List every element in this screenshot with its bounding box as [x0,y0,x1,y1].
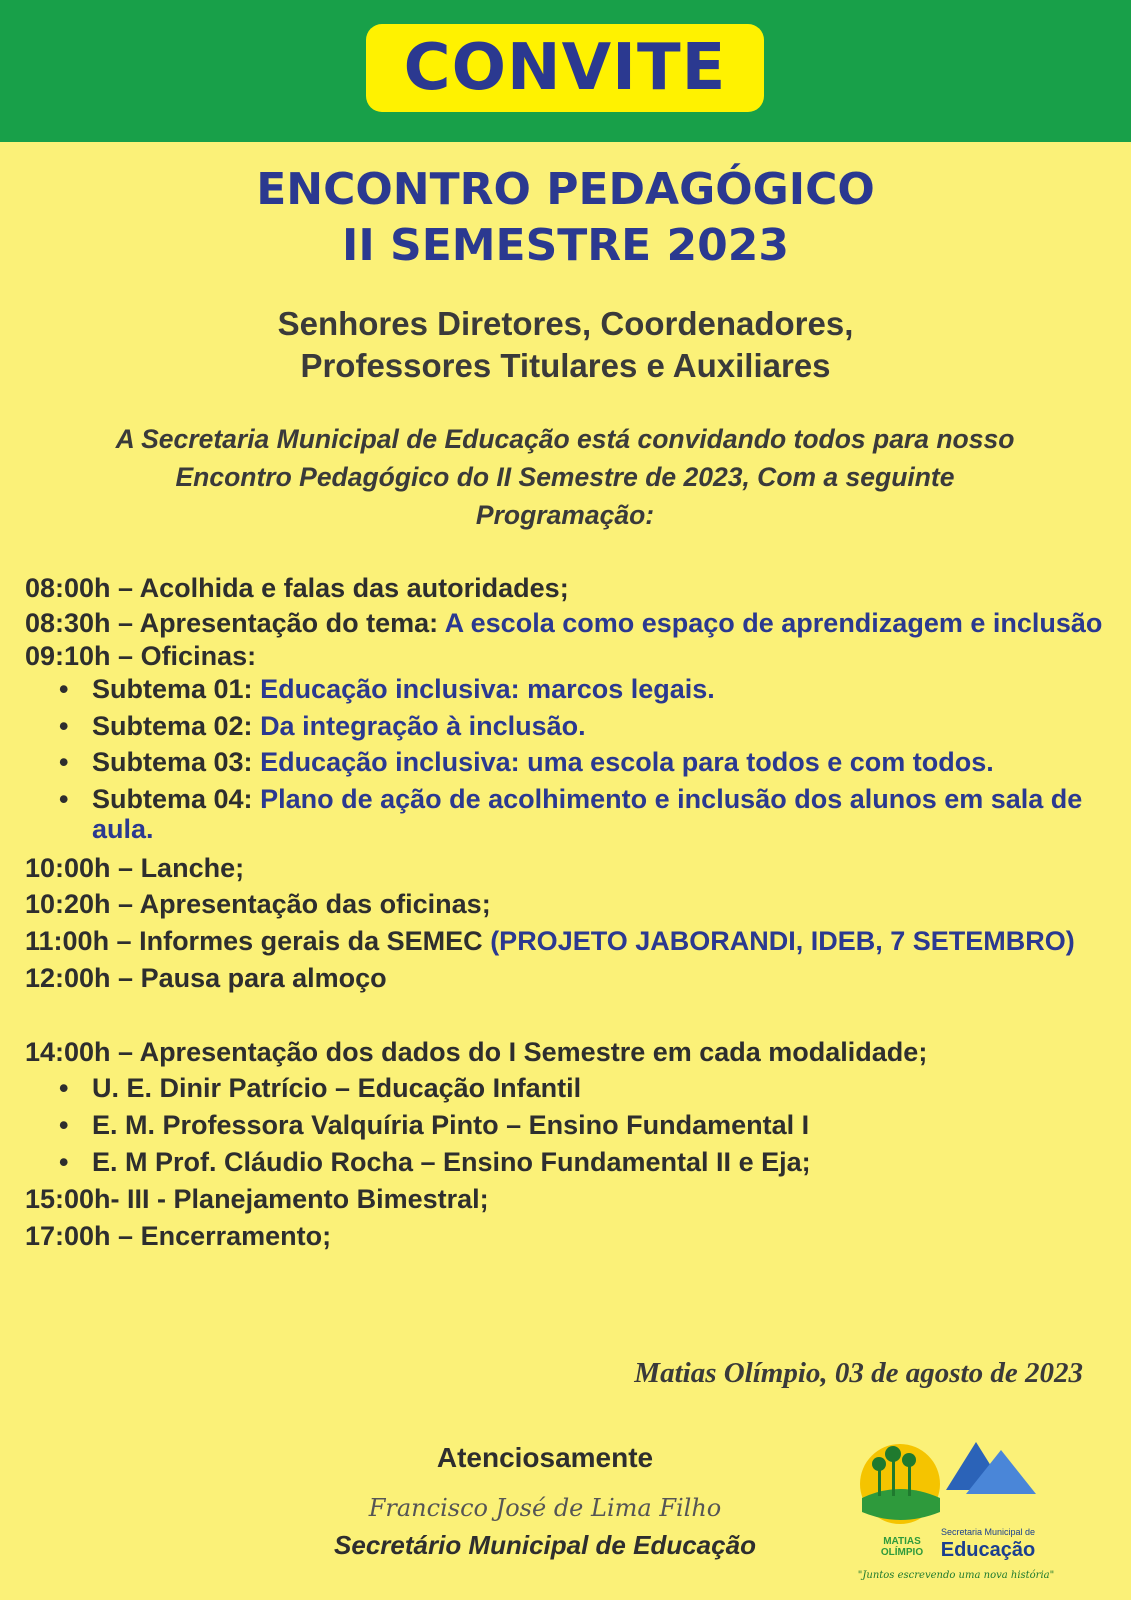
bullet-icon: • [59,1110,69,1140]
intro-line-1: A Secretaria Municipal de Educação está convidando todos para nosso [115,424,1015,454]
logo-dept-1: Secretaria Municipal de [940,1527,1036,1537]
bullet-icon: • [59,1073,69,1103]
bullet-icon: • [59,1147,69,1177]
schedule-item: 15:00h- III - Planejamento Bimestral; [25,1184,489,1214]
bullet-icon: • [59,784,69,814]
subtopic-label: Subtema 01: [92,674,261,704]
header-band [0,0,1131,142]
signer-role: Secretário Municipal de Educação [334,1530,756,1560]
modality-text: E. M Prof. Cláudio Rocha – Ensino Fundamental II e Eja; [92,1147,811,1177]
subtopic-title: Da integração à inclusão. [260,711,586,741]
modality-item [25,1144,1115,1181]
schedule-item: 08:00h – Acolhida e falas das autoridades; [25,573,569,603]
intro-line-3: Programação: [475,500,655,530]
subtopic-title: Educação inclusiva: marcos legais. [260,674,715,704]
regards: Atenciosamente [436,1442,654,1473]
subtopic-item [25,784,1115,844]
schedule-item: 12:00h – Pausa para almoço [25,963,387,993]
place-date: Matias Olímpio, 03 de agosto de 2023 [634,1357,1083,1389]
modality-text: E. M. Professora Valquíria Pinto – Ensino Fundamental I [92,1110,810,1140]
program-schedule [25,570,1115,1255]
subtopic-item [25,747,1115,777]
schedule-time-label: 08:30h – Apresentação do tema: [25,608,445,638]
subtopic-label: Subtema 03: [92,747,261,777]
schedule-item [25,928,1115,954]
modality-item [25,1107,1115,1144]
event-title [0,162,1131,274]
intro-paragraph [40,420,1090,534]
semec-topics: (PROJETO JABORANDI, IDEB, 7 SETEMBRO) [490,926,1075,956]
hill-icon [862,1489,940,1520]
audience-line-1: Senhores Diretores, Coordenadores, [277,305,854,342]
logo-dept-2: Educação [940,1539,1036,1561]
education-department-logo [856,1432,1056,1600]
subtopic-label: Subtema 04: [92,784,261,814]
schedule-item: 09:10h – Oficinas: [25,641,257,671]
subtopic-item [25,674,1115,705]
subtopic-title: Plano de ação de acolhimento e inclusão dos alunos em sala de aula. [92,784,1083,844]
theme-title: A escola como espaço de aprendizagem e inclusão [444,608,1103,638]
logo-city-1: MATIAS [883,1536,921,1547]
subtopic-title: Educação inclusiva: uma escola para todos e com todos. [260,747,994,777]
bullet-icon: • [59,747,69,777]
schedule-item: 17:00h – Encerramento; [25,1221,332,1251]
bullet-icon: • [59,674,69,704]
intro-line-2: Encontro Pedagógico do II Semestre de 2023, Com a seguinte [175,462,955,492]
schedule-item [25,606,1115,640]
subtopic-item [25,711,1115,742]
logo-slogan: "Juntos escrevendo uma nova história" [857,1570,1055,1581]
audience-line-2: Professores Titulares e Auxiliares [300,347,831,384]
subtopic-label: Subtema 02: [92,711,261,741]
schedule-item: 10:00h – Lanche; [25,853,245,883]
modality-text: U. E. Dinir Patrício – Educação Infantil [92,1073,582,1103]
schedule-label: 11:00h – Informes gerais da SEMEC [25,926,491,956]
signature: Francisco José de Lima Filho [368,1494,722,1522]
title-line-2: II SEMESTRE 2023 [341,220,790,271]
schedule-item: 10:20h – Apresentação das oficinas; [25,889,491,919]
logo-city-2: OLÍMPIO [880,1547,924,1558]
schedule-item: 14:00h – Apresentação dos dados do I Semestre em cada modalidade; [25,1037,928,1067]
bullet-icon: • [59,711,69,741]
modality-item [25,1070,1115,1107]
title-line-1: ENCONTRO PEDAGÓGICO [256,164,875,215]
invite-badge: CONVITE [366,24,764,112]
audience [0,303,1131,387]
